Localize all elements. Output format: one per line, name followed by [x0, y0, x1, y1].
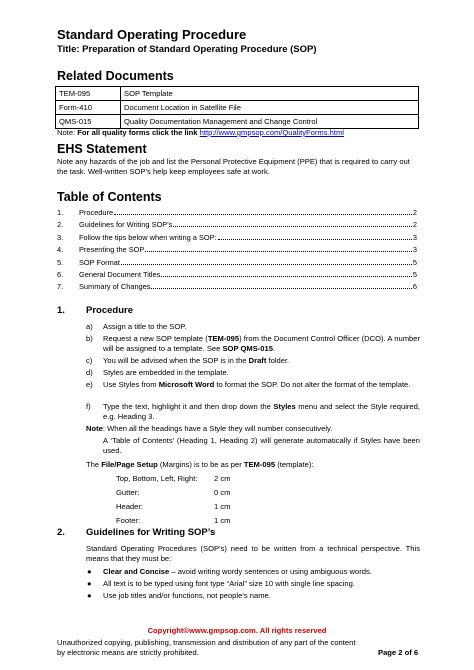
note-text: : When all the headings have a Style they will number consecutively.	[102, 424, 333, 433]
doc-code: Form-410	[56, 101, 121, 115]
table-row	[56, 101, 419, 115]
toc-entry[interactable]	[57, 206, 417, 217]
toc-page-number: 2	[412, 220, 417, 230]
toc-number: 4.	[57, 245, 64, 255]
margin-label: Top, Bottom, Left, Right:	[116, 474, 198, 483]
doc-code: TEM-095	[56, 87, 121, 101]
bullet-text: Use job titles and/or functions, not people’s name.	[103, 591, 271, 600]
list-item	[86, 356, 420, 366]
procedure-heading: Procedure	[86, 305, 133, 316]
page-number: Page 2 of 6	[378, 648, 419, 657]
item-text: You will be advised when the SOP is in the Draft folder.	[103, 356, 290, 365]
note-prefix: Note:	[57, 128, 78, 137]
toc-number: 3.	[57, 232, 64, 242]
guidelines-heading: Guidelines for Writing SOP’s	[86, 527, 216, 538]
margin-value: 0 cm	[214, 488, 231, 497]
margin-label: Footer:	[116, 516, 141, 525]
toc-page-number: 5	[412, 270, 417, 279]
toc-number: 2.	[57, 220, 64, 230]
list-item	[86, 402, 420, 422]
document-title: Standard Operating Procedure	[57, 27, 247, 42]
list-item	[86, 322, 420, 332]
margin-label: Header:	[116, 502, 144, 511]
toc-number: 5.	[57, 257, 64, 267]
toc-title: Procedure	[79, 208, 114, 217]
toc-page-number: 5	[412, 257, 417, 267]
toc-leader-dots	[161, 275, 412, 277]
toc-leader-dots	[173, 225, 411, 227]
item-label: e)	[86, 380, 93, 389]
toc-page-number: 3	[412, 232, 417, 242]
quality-forms-link[interactable]: http://www.gmpsop.com/QualityForms.html	[199, 128, 344, 137]
toc-page-number: 2	[412, 208, 417, 217]
toc-number: 1.	[57, 208, 64, 217]
list-item	[86, 380, 420, 400]
list-item	[86, 567, 420, 577]
section-number: 1.	[57, 305, 65, 316]
toc-entry[interactable]	[57, 243, 417, 254]
bullet-icon: ●	[87, 567, 92, 576]
item-text: Use Styles from Microsoft Word to format the SOP. Do not alter the format of the template.	[103, 380, 411, 389]
list-item	[86, 368, 420, 378]
toc-title: Follow the tips below when writing a SOP:	[79, 232, 217, 242]
headings-note	[86, 424, 420, 434]
list-item	[86, 334, 420, 354]
item-label: c)	[86, 356, 93, 365]
footer-notice: Unauthorized copying, publishing, transmission and distribution of any part of the content by electronic means are strictly prohibited.	[57, 638, 356, 657]
item-text: Type the text, highlight it and then drop down the Styles menu and select the Style required, e.g. Heading 3.	[103, 402, 420, 421]
ehs-heading: EHS Statement	[57, 142, 147, 156]
quality-forms-note	[57, 128, 344, 138]
toc-number: 6.	[57, 270, 64, 279]
toc-entry[interactable]	[57, 231, 417, 242]
doc-code: QMS-015	[56, 115, 121, 129]
toc-entry[interactable]	[57, 256, 417, 267]
toc-entry[interactable]	[57, 268, 417, 279]
toc-title: Guidelines for Writing SOP’s	[79, 220, 173, 230]
ehs-text: Note any hazards of the job and list the Personal Protective Equipment (PPE) that is required to carry out the task. Well-written SOP’s help keep employees safe at work.	[57, 157, 410, 176]
toc-entry[interactable]	[57, 280, 417, 291]
bullet-text: All text is to be typed using font type “Arial” size 10 with single line spacing.	[103, 579, 355, 588]
margin-label: Gutter:	[116, 488, 140, 497]
toc-leader-dots	[121, 263, 412, 265]
table-row	[56, 115, 419, 129]
note-label: Note	[86, 424, 103, 433]
toc-page-number: 6	[412, 282, 417, 292]
toc-leader-dots	[114, 213, 412, 215]
document-subtitle: Title: Preparation of Standard Operating Procedure (SOP)	[57, 44, 317, 55]
note-bold: For all quality forms click the link	[77, 128, 200, 137]
item-label: f)	[86, 402, 91, 411]
item-text: Request a new SOP template (TEM-095) from the Document Control Officer (DCO). A number will be assigned to a template. See SOP QMS-015.	[103, 334, 420, 353]
toc-leader-dots	[151, 287, 411, 289]
item-label: a)	[86, 322, 93, 331]
item-label: d)	[86, 368, 93, 377]
toc-auto-note: A ‘Table of Contents’ (Heading 1, Heading 2) will generate automatically if Styles have been used.	[103, 436, 420, 455]
related-documents-table	[55, 86, 419, 129]
toc-title: Presenting the SOP	[79, 245, 145, 255]
item-text: Styles are embedded in the template.	[103, 368, 229, 377]
doc-description: SOP Template	[121, 87, 419, 101]
bullet-icon: ●	[87, 591, 92, 600]
toc-heading: Table of Contents	[57, 190, 162, 204]
related-documents-heading: Related Documents	[57, 69, 174, 83]
bullet-icon: ●	[87, 579, 92, 588]
toc-number: 7.	[57, 282, 64, 292]
toc-leader-dots	[218, 238, 412, 240]
page-setup-intro: The File/Page Setup (Margins) is to be as per TEM-095 (template):	[86, 460, 314, 469]
toc-entry[interactable]	[57, 218, 417, 229]
footer-copyright: Copyright©www.gmpsop.com. All rights reserved	[147, 626, 327, 635]
margin-value: 2 cm	[214, 474, 231, 483]
list-item	[86, 591, 420, 601]
doc-description: Quality Documentation Management and Change Control	[121, 115, 419, 129]
guidelines-intro: Standard Operating Procedures (SOP’s) need to be written from a technical perspective. This means that they must be:	[86, 544, 420, 563]
toc-title: Summary of Changes	[79, 282, 151, 292]
toc-title: General Document Titles	[79, 270, 161, 279]
margin-value: 1 cm	[214, 502, 231, 511]
item-text: Assign a title to the SOP.	[103, 322, 187, 331]
bullet-text: Clear and Concise – avoid writing wordy sentences or using ambiguous words.	[103, 567, 372, 576]
margin-value: 1 cm	[214, 516, 231, 525]
doc-description: Document Location in Satellite File	[121, 101, 419, 115]
table-row	[56, 87, 419, 101]
toc-title: SOP Format	[79, 257, 120, 267]
list-item	[86, 579, 420, 589]
toc-leader-dots	[145, 250, 412, 252]
toc-page-number: 3	[412, 245, 417, 255]
section-number: 2.	[57, 527, 65, 538]
item-label: b)	[86, 334, 93, 343]
